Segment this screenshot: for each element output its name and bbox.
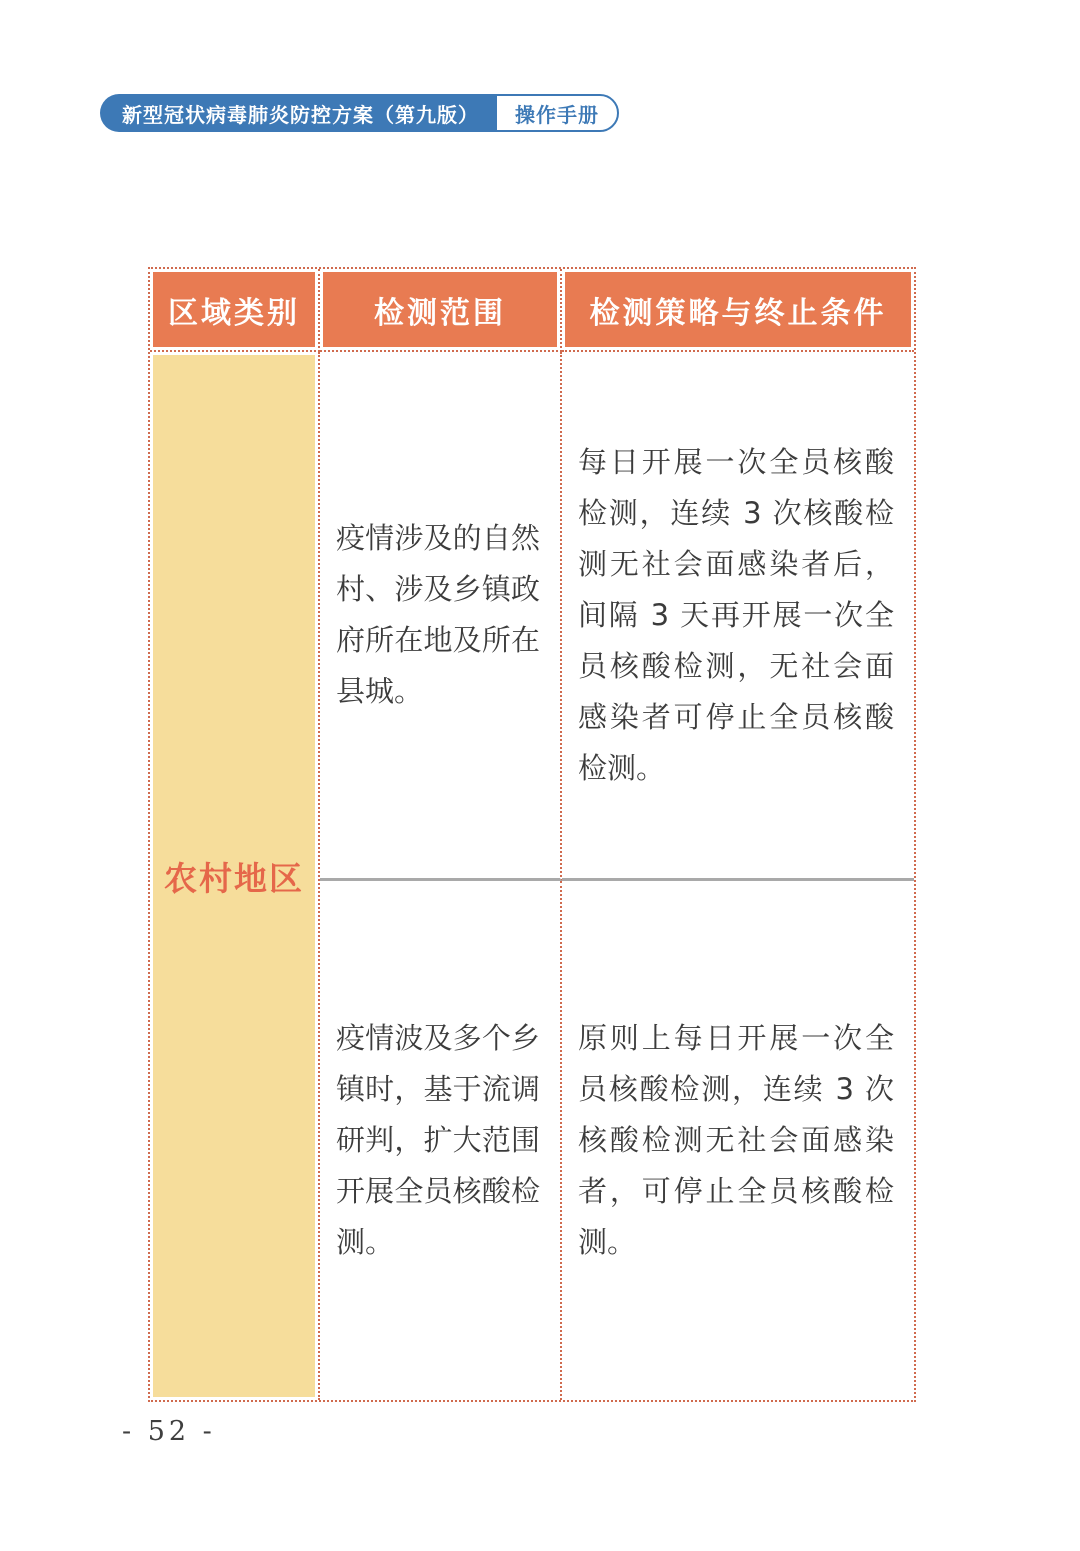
scope-text-row1: 疫情涉及的自然村、涉及乡镇政府所在地及所在县城。: [336, 521, 540, 708]
nucleic-acid-testing-table: [148, 267, 916, 1402]
column-header-region-type: [150, 269, 320, 352]
scope-cell-row1: [320, 352, 562, 881]
document-title: 新型冠状病毒肺炎防控方案（第九版）: [100, 94, 495, 132]
strategy-text-row2: 原则上每日开展一次全员核酸检测，连续 3 次核酸检测无社会面感染者，可停止全员核酸检测。: [578, 1021, 894, 1259]
scope-text-row2: 疫情波及多个乡镇时，基于流调研判，扩大范围开展全员核酸检测。: [336, 1021, 540, 1259]
column-header-region-type-label: 区域类别: [153, 272, 315, 347]
scope-cell-row2: [320, 881, 562, 1400]
column-header-testing-strategy: [562, 269, 914, 352]
page-number: - 52 -: [122, 1416, 216, 1447]
strategy-cell-row2: [562, 881, 914, 1400]
column-header-testing-scope: [320, 269, 562, 352]
strategy-text-row1: 每日开展一次全员核酸检测，连续 3 次核酸检测无社会面感染者后，间隔 3 天再开展一次全员核酸检测，无社会面感染者可停止全员核酸检测。: [578, 444, 894, 785]
region-label: 农村地区: [153, 355, 315, 1397]
column-header-testing-scope-label: 检测范围: [323, 272, 557, 347]
document-title-badge: [100, 94, 619, 132]
strategy-cell-row1: [562, 352, 914, 881]
column-header-testing-strategy-label: 检测策略与终止条件: [565, 272, 911, 347]
manual-badge: 操作手册: [495, 94, 619, 132]
region-category-cell: [150, 352, 320, 1400]
